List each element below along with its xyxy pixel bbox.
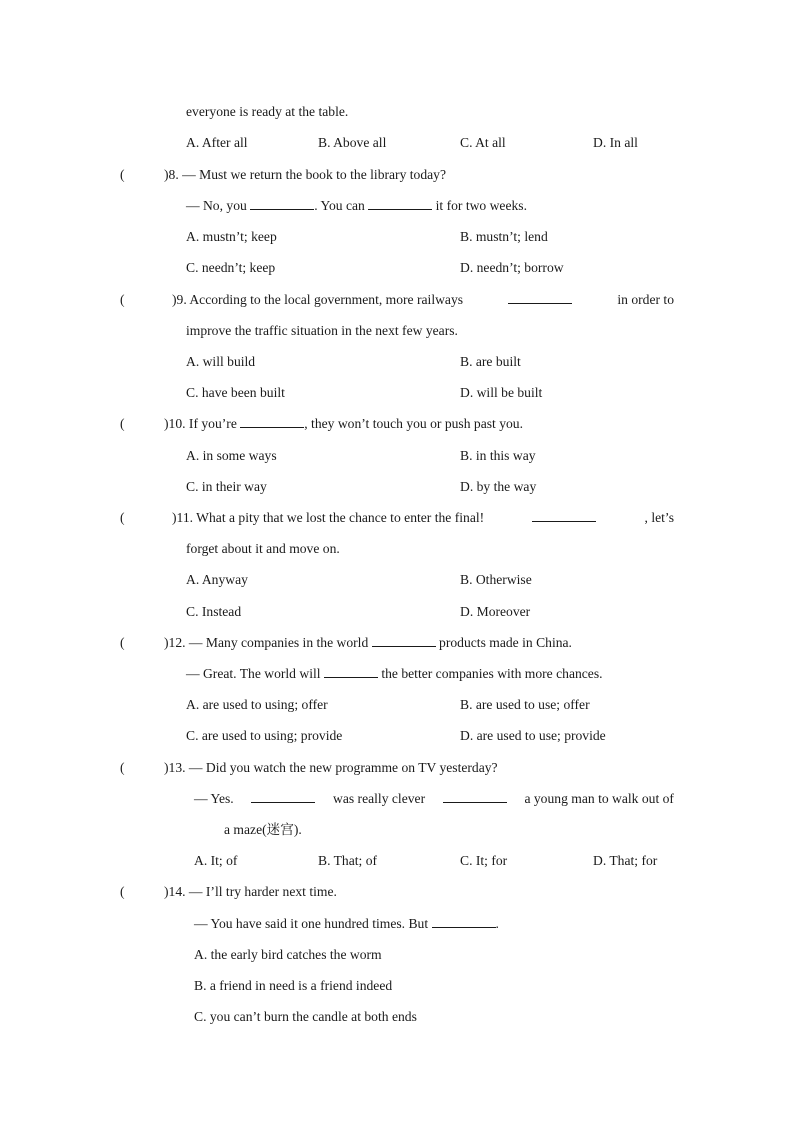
q11-stem-part-b: , let’s (644, 510, 674, 525)
q9-option-c: C. have been built (186, 385, 285, 400)
q13-stem: )13. — Did you watch the new programme on TV yesterday? (164, 760, 498, 775)
q10-stem-part-b: , they won’t touch you or push past you. (304, 416, 523, 431)
q8-option-b: B. mustn’t; lend (460, 229, 548, 244)
q8-option-c: C. needn’t; keep (186, 260, 276, 275)
q13-reply-part-b: was really clever (333, 791, 426, 806)
q10-stem-part-a: )10. If you’re (164, 416, 241, 431)
q12-option-c: C. are used to using; provide (186, 728, 343, 743)
q11-option-a: A. Anyway (186, 572, 248, 587)
q11-option-b: B. Otherwise (460, 572, 532, 587)
q14-option-a: A. the early bird catches the worm (194, 947, 382, 962)
q12-reply-part-b: the better companies with more chances. (377, 666, 603, 681)
q9-option-b: B. are built (460, 354, 521, 369)
q13-reply (194, 790, 674, 808)
q9-blank (508, 291, 572, 304)
q7-option-b: B. Above all (318, 135, 387, 150)
q8-reply (186, 197, 527, 215)
q12-stem-part-b: products made in China. (435, 635, 572, 650)
q10-answer-paren: ( (120, 416, 125, 431)
q12-blank-2 (324, 665, 378, 678)
q12-stem-part-a: )12. — Many companies in the world (164, 635, 372, 650)
q8-option-d: D. needn’t; borrow (460, 260, 564, 275)
q9-stem (172, 291, 674, 309)
q14-reply-part-b: . (495, 916, 499, 931)
q8-stem: )8. — Must we return the book to the library today? (164, 167, 447, 182)
q10-option-a: A. in some ways (186, 448, 277, 463)
q10-option-b: B. in this way (460, 448, 536, 463)
q9-stem-part-b: in order to (617, 292, 674, 307)
q14-blank (432, 915, 496, 928)
q10-blank (240, 415, 304, 428)
q11-stem-part-a: )11. What a pity that we lost the chance to enter the final! (172, 510, 485, 525)
q7-option-d: D. In all (593, 135, 638, 150)
q8-answer-paren: ( (120, 167, 125, 182)
q14-option-b: B. a friend in need is a friend indeed (194, 978, 393, 993)
q13-option-b: B. That; of (318, 853, 378, 868)
q11-blank (532, 509, 596, 522)
q11-option-d: D. Moreover (460, 604, 531, 619)
q8-option-a: A. mustn’t; keep (186, 229, 277, 244)
q8-reply-part-c: it for two weeks. (432, 198, 527, 213)
q9-stem-continuation: improve the traffic situation in the next few years. (186, 323, 458, 338)
q11-answer-paren: ( (120, 510, 125, 525)
q13-blank-1 (251, 790, 315, 803)
q13-reply-continuation: a maze(迷宫). (224, 822, 302, 837)
q12-answer-paren: ( (120, 635, 125, 650)
q10-option-c: C. in their way (186, 479, 267, 494)
q11-stem (172, 509, 674, 527)
q14-option-c: C. you can’t burn the candle at both ends (194, 1009, 417, 1024)
q9-answer-paren: ( (120, 292, 125, 307)
q13-option-a: A. It; of (194, 853, 238, 868)
q13-option-d: D. That; for (593, 853, 658, 868)
q12-stem (164, 634, 572, 652)
q13-answer-paren: ( (120, 760, 125, 775)
q8-reply-part-a: — No, you (186, 198, 251, 213)
q9-stem-part-a: )9. According to the local government, more railways (172, 292, 464, 307)
q7-option-a: A. After all (186, 135, 248, 150)
q8-blank-2 (368, 197, 432, 210)
q13-option-c: C. It; for (460, 853, 508, 868)
q13-reply-part-c: a young man to walk out of (524, 791, 674, 806)
q14-answer-paren: ( (120, 884, 125, 899)
q10-option-d: D. by the way (460, 479, 537, 494)
q12-blank-1 (372, 634, 436, 647)
q8-blank-1 (250, 197, 314, 210)
q12-option-d: D. are used to use; provide (460, 728, 606, 743)
q9-option-d: D. will be built (460, 385, 543, 400)
q14-reply (194, 915, 499, 933)
q14-reply-part-a: — You have said it one hundred times. But (194, 916, 432, 931)
q12-option-b: B. are used to use; offer (460, 697, 590, 712)
q11-option-c: C. Instead (186, 604, 242, 619)
q11-stem-continuation: forget about it and move on. (186, 541, 340, 556)
q12-reply-part-a: — Great. The world will (186, 666, 324, 681)
q8-reply-part-b: . You can (314, 198, 369, 213)
q7-option-c: C. At all (460, 135, 506, 150)
q13-reply-part-a: — Yes. (194, 791, 234, 806)
q13-blank-2 (443, 790, 507, 803)
q12-option-a: A. are used to using; offer (186, 697, 328, 712)
q7-stem-continuation: everyone is ready at the table. (186, 104, 349, 119)
q12-reply (186, 665, 603, 683)
q14-stem: )14. — I’ll try harder next time. (164, 884, 337, 899)
q9-option-a: A. will build (186, 354, 256, 369)
q10-stem (164, 415, 523, 433)
